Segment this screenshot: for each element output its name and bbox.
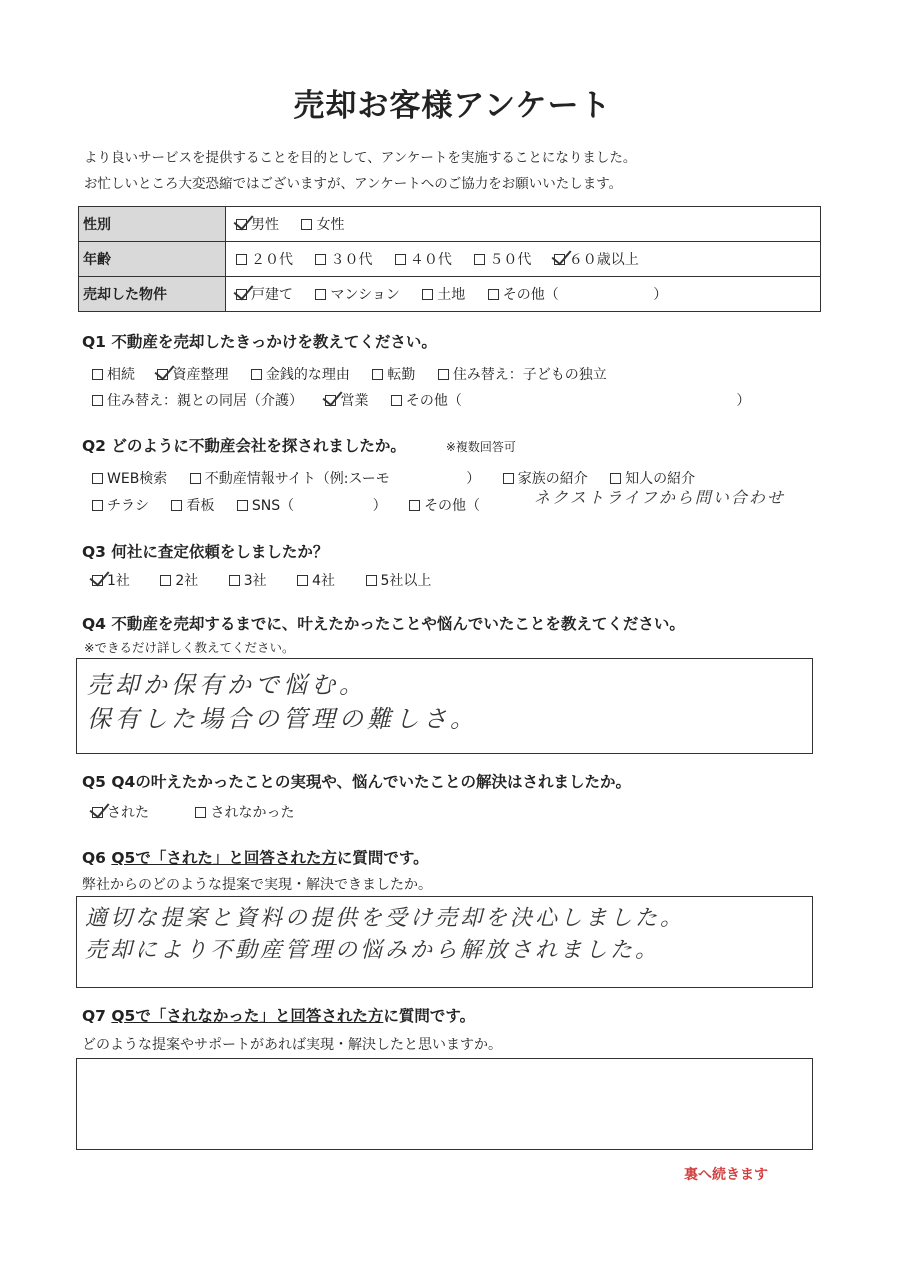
q3-3-option[interactable]: 3社 xyxy=(229,570,267,590)
q5-options xyxy=(92,802,312,822)
checkbox[interactable] xyxy=(474,254,485,265)
age-label: 年齢 xyxy=(79,242,226,277)
q1-row-2 xyxy=(92,390,750,410)
q2-flyer-option[interactable]: チラシ xyxy=(92,495,149,515)
checkbox[interactable] xyxy=(195,807,206,818)
age-40s-option[interactable]: ４０代 xyxy=(395,249,452,269)
page-title: 売却お客様アンケート xyxy=(293,88,612,124)
q2-portal-option[interactable]: 不動産情報サイト（例:スーモ xyxy=(190,468,390,488)
q1-sales-option[interactable]: 営業 xyxy=(325,390,368,410)
q7-title: Q7 Q5で「されなかった」と回答された方に質問です。 xyxy=(82,1007,476,1025)
q2-sns-option[interactable]: SNS（ xyxy=(237,495,294,515)
checkbox[interactable] xyxy=(372,369,383,380)
property-label: 売却した物件 xyxy=(79,277,226,312)
q7-answer-box[interactable] xyxy=(76,1058,813,1150)
age-60plus-option[interactable]: ６０歳以上 xyxy=(554,249,639,269)
q2-friend-option[interactable]: 知人の紹介 xyxy=(610,468,695,488)
intro-line-1: より良いサービスを提供することを目的として、アンケートを実施することになりました。 xyxy=(84,150,637,166)
property-land-option[interactable]: 土地 xyxy=(422,284,465,304)
age-20s-option[interactable]: ２０代 xyxy=(236,249,293,269)
q2-note: ※複数回答可 xyxy=(445,440,516,454)
checkbox[interactable] xyxy=(92,473,103,484)
checkbox[interactable] xyxy=(236,254,247,265)
q2-family-option[interactable]: 家族の紹介 xyxy=(503,468,588,488)
q2-title: Q2 どのように不動産会社を探されましたか。 ※複数回答可 xyxy=(82,437,516,455)
q1-inheritance-option[interactable]: 相続 xyxy=(92,364,135,384)
gender-female-option[interactable]: 女性 xyxy=(301,214,344,234)
q7-subtitle: どのような提案やサポートがあれば実現・解決したと思いますか。 xyxy=(82,1037,502,1053)
q2-web-option[interactable]: WEB検索 xyxy=(92,468,167,488)
q1-child-option[interactable]: 住み替え：子どもの独立 xyxy=(438,364,607,384)
q3-options xyxy=(92,570,449,590)
q1-financial-option[interactable]: 金銭的な理由 xyxy=(251,364,350,384)
checkbox[interactable] xyxy=(160,575,171,586)
age-50s-option[interactable]: ５０代 xyxy=(474,249,531,269)
q2-row-2 xyxy=(92,495,484,515)
q1-title: Q1 不動産を売却したきっかけを教えてください。 xyxy=(82,333,437,351)
q3-title: Q3 何社に査定依頼をしましたか？ xyxy=(82,543,329,561)
q1-asset-option[interactable]: 資産整理 xyxy=(157,364,228,384)
q1-other-option[interactable]: その他（ xyxy=(391,390,462,410)
checkbox[interactable] xyxy=(229,575,240,586)
q4-answer-line-1: 売却か保有かで悩む。 xyxy=(87,671,367,699)
checkbox[interactable] xyxy=(366,575,377,586)
q5-no-option[interactable]: されなかった xyxy=(195,802,294,822)
q6-subtitle: 弊社からのどのような提案で実現・解決できましたか。 xyxy=(82,877,432,893)
q6-answer-box[interactable] xyxy=(76,896,813,988)
q3-2-option[interactable]: 2社 xyxy=(160,570,198,590)
q6-title: Q6 Q5で「された」と回答された方に質問です。 xyxy=(82,849,429,867)
q1-other-close: ） xyxy=(736,393,751,409)
checkbox[interactable] xyxy=(297,575,308,586)
checkbox[interactable] xyxy=(92,395,103,406)
checkbox[interactable] xyxy=(92,500,103,511)
q2-portal-close: ） xyxy=(466,471,481,487)
q4-answer-box[interactable] xyxy=(76,658,813,754)
checkbox[interactable] xyxy=(171,500,182,511)
checkbox[interactable] xyxy=(422,289,433,300)
property-other-close: ） xyxy=(653,287,668,303)
property-house-option[interactable]: 戸建て xyxy=(236,284,293,304)
q2-other-handwritten: ネクストライフから問い合わせ xyxy=(534,488,785,507)
q1-transfer-option[interactable]: 転勤 xyxy=(372,364,415,384)
checkbox-checked[interactable] xyxy=(236,289,247,300)
q6-answer-line-2: 売却により不動産管理の悩みから解放されました。 xyxy=(85,938,661,963)
checkbox-checked[interactable] xyxy=(325,395,336,406)
checkbox[interactable] xyxy=(237,500,248,511)
q2-other-option[interactable]: その他（ xyxy=(409,495,480,515)
q5-title: Q5 Q4の叶えたかったことの実現や、悩んでいたことの解決はされましたか。 xyxy=(82,773,632,791)
property-mansion-option[interactable]: マンション xyxy=(315,284,399,304)
checkbox[interactable] xyxy=(395,254,406,265)
q4-answer-line-2: 保有した場合の管理の難しさ。 xyxy=(87,705,479,733)
checkbox-checked[interactable] xyxy=(92,575,103,586)
checkbox[interactable] xyxy=(391,395,402,406)
checkbox[interactable] xyxy=(315,254,326,265)
q2-sns-close: ） xyxy=(372,498,387,514)
q6-answer-line-1: 適切な提案と資料の提供を受け売却を決心しました。 xyxy=(85,906,686,931)
continue-on-back: 裏へ続きます xyxy=(684,1167,768,1183)
checkbox[interactable] xyxy=(301,219,312,230)
checkbox[interactable] xyxy=(488,289,499,300)
q3-5-option[interactable]: 5社以上 xyxy=(366,570,432,590)
checkbox[interactable] xyxy=(438,369,449,380)
q1-parent-option[interactable]: 住み替え：親との同居（介護） xyxy=(92,390,303,410)
q2-sign-option[interactable]: 看板 xyxy=(171,495,214,515)
checkbox-checked[interactable] xyxy=(236,219,247,230)
checkbox[interactable] xyxy=(92,369,103,380)
checkbox-checked[interactable] xyxy=(92,807,103,818)
checkbox[interactable] xyxy=(503,473,514,484)
q3-1-option[interactable]: 1社 xyxy=(92,570,130,590)
q4-note: ※できるだけ詳しく教えてください。 xyxy=(84,640,295,655)
q3-4-option[interactable]: 4社 xyxy=(297,570,335,590)
q1-row-1 xyxy=(92,364,625,384)
profile-table xyxy=(78,206,821,312)
checkbox-checked[interactable] xyxy=(554,254,565,265)
age-30s-option[interactable]: ３０代 xyxy=(315,249,372,269)
property-other-option[interactable]: その他（ xyxy=(488,284,559,304)
checkbox[interactable] xyxy=(315,289,326,300)
checkbox[interactable] xyxy=(251,369,262,380)
checkbox[interactable] xyxy=(610,473,621,484)
intro-line-2: お忙しいところ大変恐縮ではございますが、アンケートへのご協力をお願いいたします。 xyxy=(84,176,623,192)
checkbox[interactable] xyxy=(409,500,420,511)
q4-title: Q4 不動産を売却するまでに、叶えたかったことや悩んでいたことを教えてください。 xyxy=(82,615,685,633)
gender-label: 性別 xyxy=(79,207,226,242)
q5-yes-option[interactable]: された xyxy=(92,802,149,822)
checkbox[interactable] xyxy=(190,473,201,484)
checkbox-checked[interactable] xyxy=(157,369,168,380)
gender-male-option[interactable]: 男性 xyxy=(236,214,279,234)
